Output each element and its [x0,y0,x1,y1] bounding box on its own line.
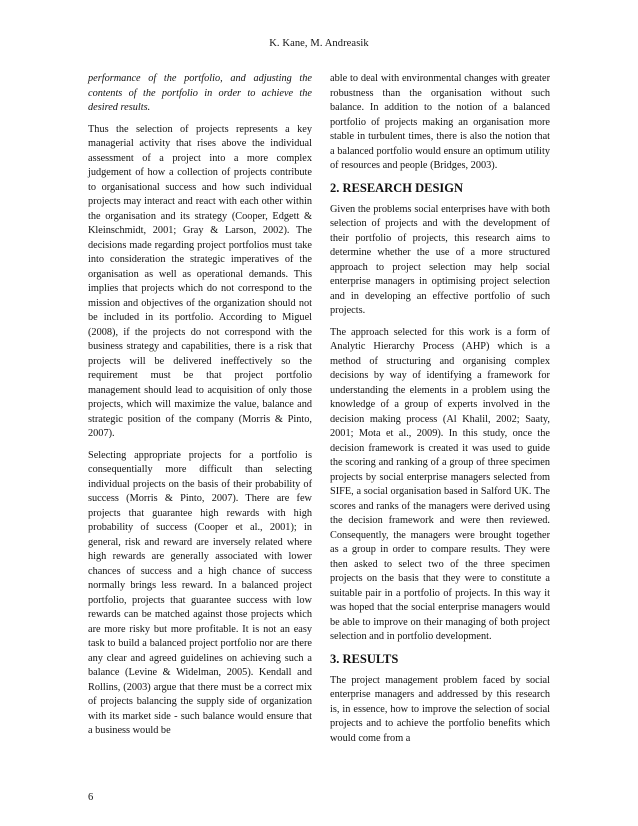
paragraph-portfolio-balance: Selecting appropriate projects for a portfolio is consequentially more difficult than selecting individual projects on the basis of their probability of success (Morris & Pinto, 2007). There are few projects that guarantee high rewards with high probability of success (Cooper et al., 2001); in general, risk and reward are inversely related where high rewards are generally associated with lower chances of success and a high chance of success normally brings less reward. In a balanced project portfolio, projects that guarantee success with low rewards can be matched against those projects which are more risky but more profitable. It is not an easy task to build a balanced project portfolio nor are there any clear and agreed guidelines on achieving such a balance (Levine & Widelman, 2005). Kendall and Rollins, (2003) argue that there must be a correct mix of projects balancing the supply side of organization with its market side - such balance would ensure that a business would be [88,449,312,736]
section-heading-research-design: 2. RESEARCH DESIGN [330,180,464,195]
paragraph-results: The project management problem faced by social enterprise managers and addressed by this research is, in essence, how to improve the selection of social projects and to achieve the portfolio benefits which would come from a [330,674,550,744]
running-head: K. Kane, M. Andreasik [269,38,369,49]
paragraph-research-aim: Given the problems social enterprises have with both selection of projects and with the development of their portfolio of projects, this research aims to determine whether the use of a more structured approach to project selection may help social enterprise managers in optimising project selection and in developing an effective portfolio of such projects. [330,203,550,316]
right-column [330,72,550,753]
left-column [88,72,312,746]
page-number: 6 [88,792,94,803]
paragraph-continued: performance of the portfolio, and adjusting the contents of the portfolio in order to achieve the desired results. [88,73,312,113]
paragraph-project-selection: Thus the selection of projects represents a key managerial activity that rises above the individual assessment of a project into a more complex judgement of how a collection of projects contribute to organisational success and how such individual projects may interact and react with each other within the organisation and its strategy (Cooper, Edgett & Kleinschmidt, 2001; Gray & Larson, 2002). The decisions made regarding project portfolios must take into consideration the strategic imperatives of the organisation as well as operational demands. This implies that projects which do not correspond to the mission and objectives of the organization should not be included in its portfolio. According to Miguel (2008), if the projects do not correspond with the business strategy and capabilities, there is a risk that projects will be delivered ineffectively so the requirement must be that project portfolio management should lead to acquisition of only those projects, which will maximize the value, balance and strategic position of the company (Morris & Pinto, 2007). [88,123,312,439]
section-heading-results: 3. RESULTS [330,651,399,666]
paragraph-robustness: able to deal with environmental changes with greater robustness than the organisation without such balance. In addition to the notion of a balanced portfolio of projects making an organisation more stable in turbulent times, there is also the notion that a balanced portfolio would ensure an optimum utility of resources and people (Bridges, 2003). [330,73,550,171]
paragraph-ahp-approach: The approach selected for this work is a form of Analytic Hierarchy Process (AHP) which is a method of structuring and organising complex decisions by way of identifying a framework for understanding the elements in a problem using the knowledge of a group of experts involved in the decision making process (Al Khalil, 2002; Saaty, 2001; Mota et al., 2009). In this study, once the decision framework is created it was used to guide the scoring and ranking of a group of three specimen projects by social enterprise managers selected from SIFE, a social organisation based in Salford UK. The scores and ranks of the managers were derived using the decision framework and were then reviewed. Consequently, the managers were brought together as a group in order to compare results. They were then asked to select two of the three specimen projects on the basis that they were to constitute a suitable pair in a portfolio of projects. In this way it was hoped that the social enterprise managers would be able to improve on their managing of both project selection and in portfolio development. [330,326,550,642]
